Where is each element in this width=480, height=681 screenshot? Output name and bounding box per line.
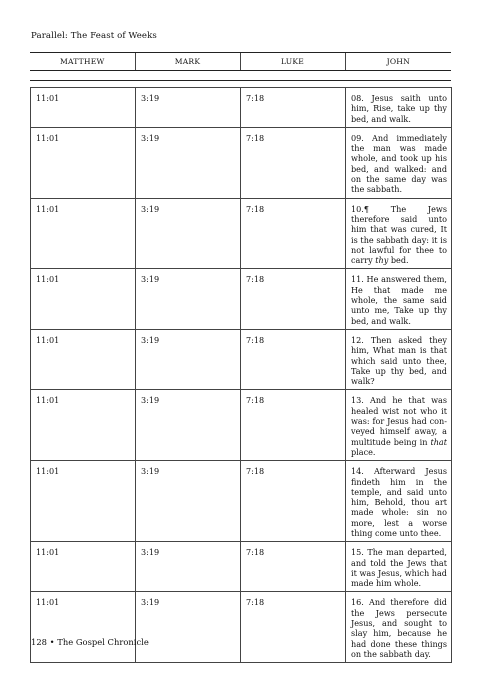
- matthew-ref: 11:01: [31, 542, 136, 592]
- page-title: Parallel: The Feast of Weeks: [31, 31, 157, 41]
- luke-ref: 7:18: [241, 542, 346, 592]
- page-footer: 128 • The Gospel Chronicle: [31, 637, 149, 647]
- column-header-matthew: MATTHEW: [30, 53, 135, 71]
- table-row: [31, 198, 452, 269]
- mark-ref: 3:19: [136, 269, 241, 329]
- column-header-mark: MARK: [135, 53, 240, 71]
- column-header-john: JOHN: [345, 53, 451, 71]
- matthew-ref: 11:01: [31, 390, 136, 461]
- mark-ref: 3:19: [136, 198, 241, 269]
- column-header-luke: LUKE: [240, 53, 345, 71]
- matthew-ref: 11:01: [31, 127, 136, 198]
- john-verse: 12. Then asked they him, What man is that which said unto thee, Take up thy bed, and walk?: [346, 329, 452, 389]
- john-verse: 15. The man departed, and told the Jews that it was Jesus, which had made him whole.: [346, 542, 452, 592]
- luke-ref: 7:18: [241, 329, 346, 389]
- john-verse: 10.¶ The Jews therefore said unto him that was cured, It is the sabbath day: it is not lawful for thee to carry thy bed.: [346, 198, 452, 269]
- john-verse: 08. Jesus saith unto him, Rise, take up thy bed, and walk.: [346, 88, 452, 128]
- mark-ref: 3:19: [136, 592, 241, 663]
- table-row: [31, 88, 452, 128]
- matthew-ref: 11:01: [31, 592, 136, 663]
- luke-ref: 7:18: [241, 390, 346, 461]
- luke-ref: 7:18: [241, 127, 346, 198]
- table-row: [31, 592, 452, 663]
- john-verse: 14. Afterward Jesus findeth him in the temple, and said unto him, Behold, thou art made whole: sin no more, lest a worse thing come unto thee.: [346, 461, 452, 542]
- mark-ref: 3:19: [136, 461, 241, 542]
- table-row: [31, 461, 452, 542]
- luke-ref: 7:18: [241, 198, 346, 269]
- table-row: [31, 542, 452, 592]
- luke-ref: 7:18: [241, 461, 346, 542]
- luke-ref: 7:18: [241, 269, 346, 329]
- matthew-ref: 11:01: [31, 88, 136, 128]
- column-header-table: [30, 53, 451, 71]
- header-bottom-rule: [30, 80, 451, 81]
- table-row: [31, 127, 452, 198]
- mark-ref: 3:19: [136, 390, 241, 461]
- matthew-ref: 11:01: [31, 461, 136, 542]
- mark-ref: 3:19: [136, 88, 241, 128]
- matthew-ref: 11:01: [31, 329, 136, 389]
- john-verse: 09. And immediately the man was made whole, and took up his bed, and walked: and on the same day was the sabbath.: [346, 127, 452, 198]
- parallel-table: [30, 87, 452, 663]
- mark-ref: 3:19: [136, 127, 241, 198]
- matthew-ref: 11:01: [31, 198, 136, 269]
- matthew-ref: 11:01: [31, 269, 136, 329]
- luke-ref: 7:18: [241, 592, 346, 663]
- john-verse: 16. And therefore did the Jews persecute Jesus, and sought to slay him, because he had done these things on the sabbath day.: [346, 592, 452, 663]
- mark-ref: 3:19: [136, 542, 241, 592]
- table-row: [31, 269, 452, 329]
- table-row: [31, 390, 452, 461]
- john-verse: 11. He answered them, He that made me whole, the same said unto me, Take up thy bed, and walk.: [346, 269, 452, 329]
- luke-ref: 7:18: [241, 88, 346, 128]
- john-verse: 13. And he that was healed wist not who it was: for Jesus had conveyed himself away, a multitude being in that place.: [346, 390, 452, 461]
- table-row: [31, 329, 452, 389]
- mark-ref: 3:19: [136, 329, 241, 389]
